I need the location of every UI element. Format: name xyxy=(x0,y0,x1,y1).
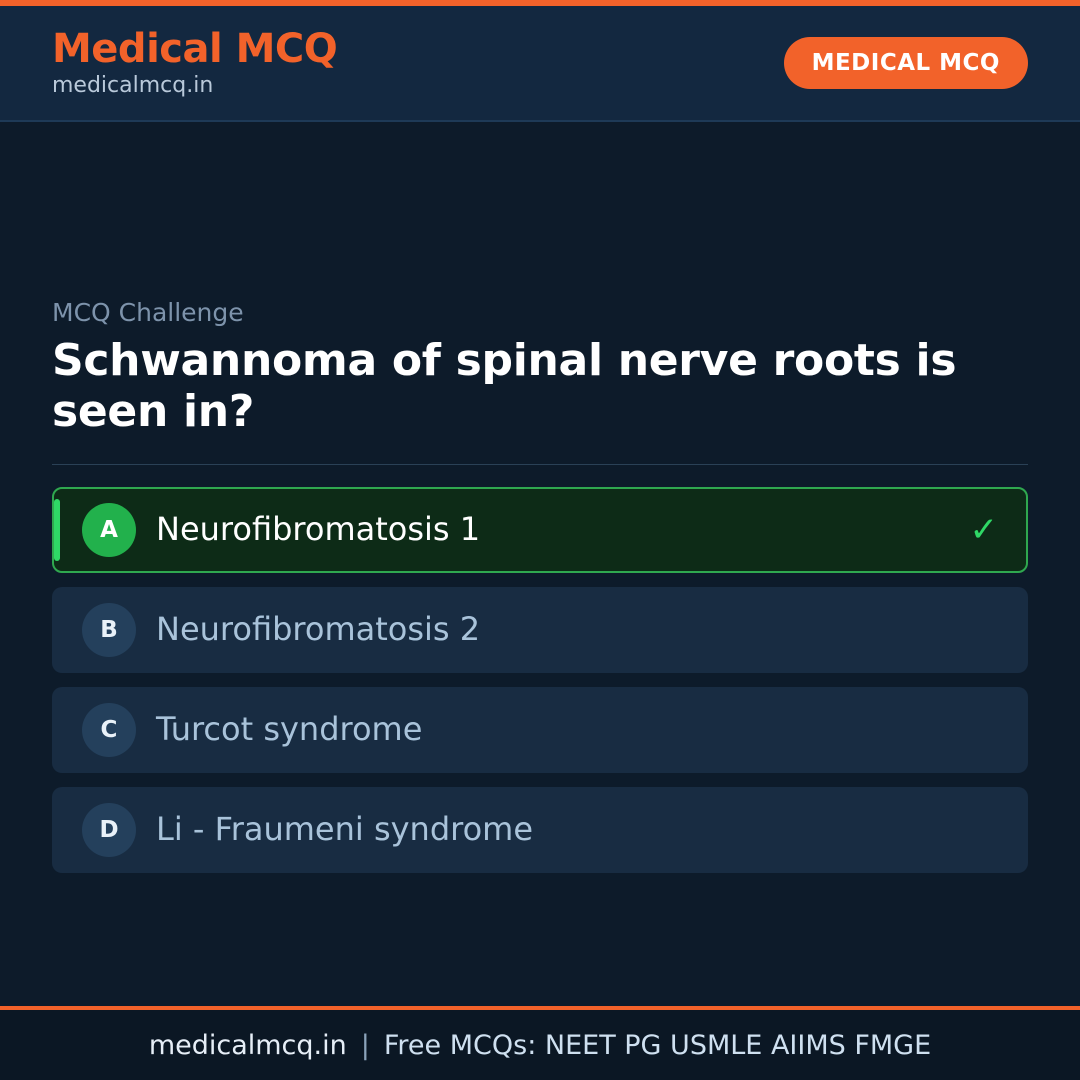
footer-site: medicalmcq.in xyxy=(148,1029,347,1061)
option-b[interactable] xyxy=(52,587,1028,673)
option-c[interactable] xyxy=(52,687,1028,773)
option-c-text: Turcot syndrome xyxy=(156,710,423,749)
option-d-text: Li - Fraumeni syndrome xyxy=(156,810,534,849)
question-divider xyxy=(52,464,1028,465)
page-footer xyxy=(0,1006,1080,1080)
question-text: Schwannoma of spinal nerve roots is seen in? xyxy=(52,335,957,438)
page-header xyxy=(0,6,1080,122)
brand-badge: MEDICAL MCQ xyxy=(784,37,1028,89)
question-block xyxy=(52,298,1028,873)
check-icon: ✓ xyxy=(969,509,998,550)
option-b-letter: B xyxy=(82,603,136,657)
brand-title: Medical MCQ xyxy=(52,25,338,72)
footer-exams: Free MCQs: NEET PG USMLE AIIMS FMGE xyxy=(383,1029,932,1061)
option-c-letter: C xyxy=(82,703,136,757)
options-list xyxy=(52,487,1028,873)
brand-block xyxy=(52,25,338,98)
main-content xyxy=(0,122,1080,1006)
brand-subtitle: medicalmcq.in xyxy=(52,72,214,98)
option-b-text: Neurofibromatosis 2 xyxy=(156,610,481,649)
option-d-letter: D xyxy=(82,803,136,857)
footer-separator: | xyxy=(360,1029,370,1061)
option-a[interactable] xyxy=(52,487,1028,573)
option-a-letter: A xyxy=(82,503,136,557)
section-eyebrow: MCQ Challenge xyxy=(52,298,244,327)
option-a-text: Neurofibromatosis 1 xyxy=(156,510,481,549)
option-d[interactable] xyxy=(52,787,1028,873)
